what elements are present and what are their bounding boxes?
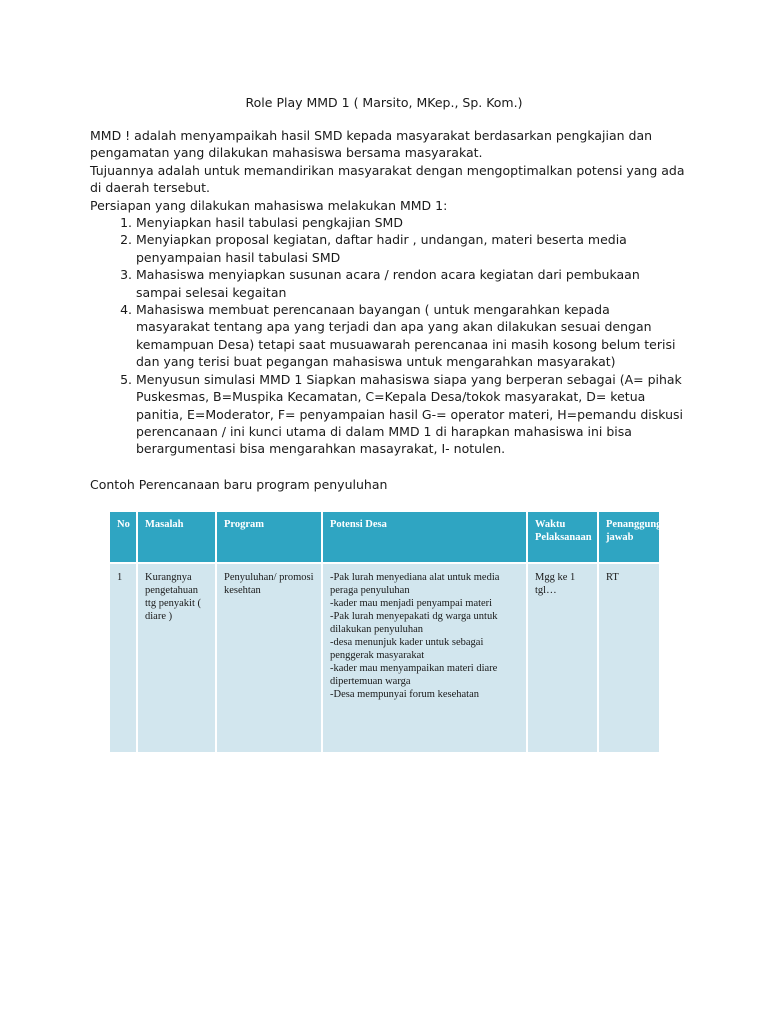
list-item: 3. Mahasiswa menyiapkan susunan acara / rendon acara kegiatan dari pembukaan sampai selesai kegaitan [136,266,685,301]
document-title: Role Play MMD 1 ( Marsito, MKep., Sp. Kom.) [245,95,523,110]
paragraph-purpose: Tujuannya adalah untuk memandirikan masyarakat dengan mengoptimalkan potensi yang ada di daerah tersebut. [90,162,685,196]
header-waktu: Waktu Pelaksanaan [527,511,598,563]
paragraph-definition: MMD ! adalah menyampaikah hasil SMD kepada masyarakat berdasarkan pengkajian dan pengamatan yang dilakukan mahasiswa bersama masyarakat. [90,128,653,161]
planning-table [108,510,661,754]
header-program: Program [216,511,322,563]
table-header-row [109,511,660,563]
potensi-line: -Pak lurah menyepakati dg warga untuk dilakukan penyuluhan [330,611,498,635]
list-item: 1. Menyiapkan hasil tabulasi pengkajian SMD [136,214,685,231]
table-row [109,563,660,753]
list-item: 2. Menyiapkan proposal kegiatan, daftar hadir , undangan, materi beserta media penyampaian hasil tabulasi SMD [136,231,685,266]
header-no: No [109,511,137,563]
cell-no: 1 [109,563,137,753]
cell-penanggung-jawab: RT [598,563,660,753]
potensi-line: -kader mau menjadi penyampai materi [330,598,493,609]
preparation-steps-list [90,214,685,458]
potensi-line: -Desa mempunyai forum kesehatan [330,689,479,700]
header-masalah: Masalah [137,511,216,563]
example-heading: Contoh Perencanaan baru program penyuluhan [90,477,388,492]
cell-potensi-desa [322,563,527,753]
potensi-line: -kader mau menyampaikan materi diare dipertemuan warga [330,663,498,687]
potensi-line: -Pak lurah menyediana alat untuk media peraga penyuluhan [330,572,500,596]
header-penanggung-jawab: Penanggung jawab [598,511,660,563]
header-potensi-desa: Potensi Desa [322,511,527,563]
document-body [90,127,685,458]
cell-waktu: Mgg ke 1 tgl… [527,563,598,753]
list-item: 5. Menyusun simulasi MMD 1 Siapkan mahasiswa siapa yang berperan sebagai (A= pihak Puskesmas, B=Muspika Kecamatan, C=Kepala Desa/tokok masyarakat, D= ketua panitia, E=Moderator, F= penyampaian hasil G-= operator materi, H=pemandu diskusi perencanaan / ini kunci utama di dalam MMD 1 di harapkan mahasiswa ini bisa berargumentasi bisa mengarahkan masayrakat, I- notulen. [136,371,685,458]
list-item: 4. Mahasiswa membuat perencanaan bayangan ( untuk mengarahkan kepada masyarakat tentang apa yang terjadi dan apa yang akan dilakukan sesuai dengan kemampuan Desa) tetapi saat musuawarah perencanaa ini masih kosong belum terisi dan yang terisi buat pegangan mahasiswa untuk mengarahkan masyarakat) [136,301,685,371]
cell-program: Penyuluhan/ promosi kesehtan [216,563,322,753]
potensi-line: -desa menunjuk kader untuk sebagai penggerak masyarakat [330,637,484,661]
cell-masalah: Kurangnya pengetahuan ttg penyakit ( diare ) [137,563,216,753]
paragraph-preparation: Persiapan yang dilakukan mahasiswa melakukan MMD 1: [90,197,448,213]
